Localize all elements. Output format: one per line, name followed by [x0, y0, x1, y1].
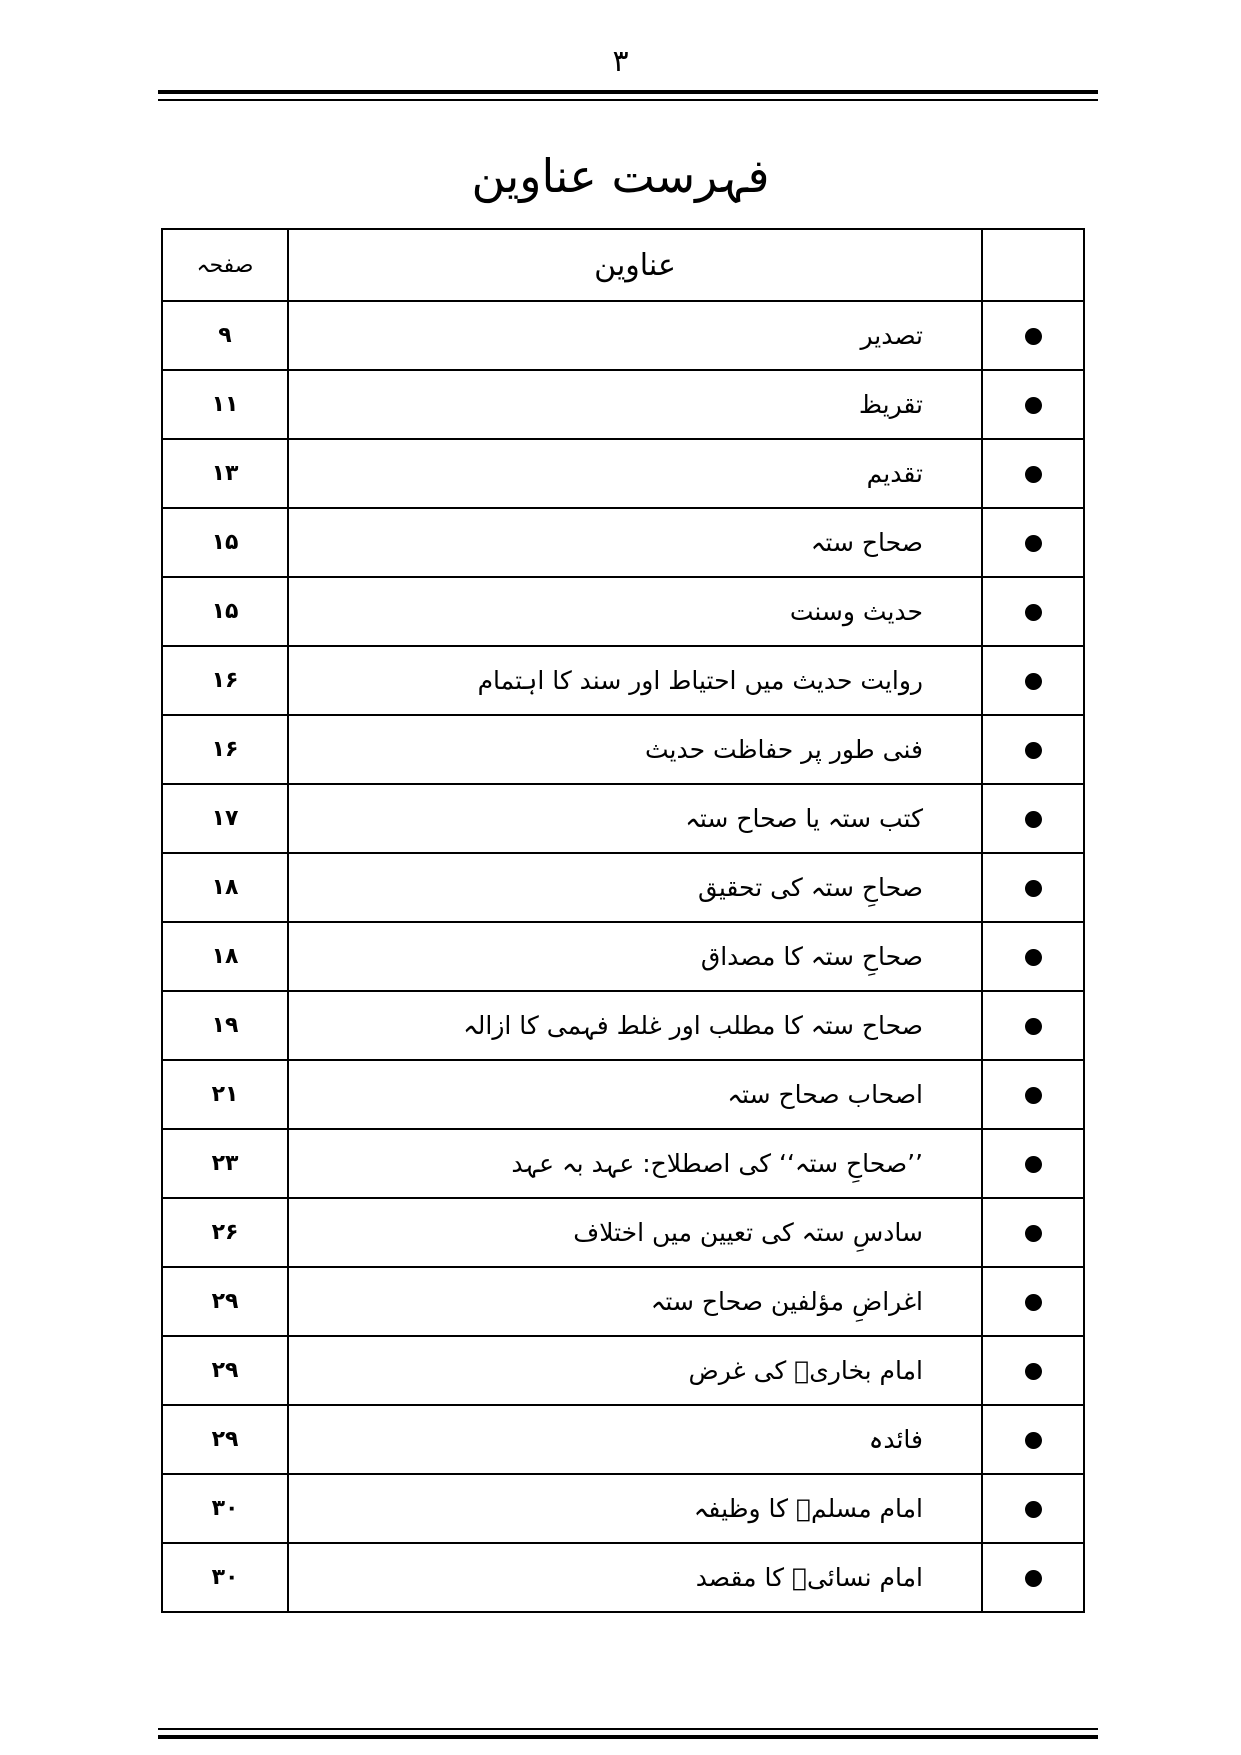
- bullet-cell: [982, 646, 1084, 715]
- entry-page-number: ۹: [162, 301, 288, 370]
- entry-title: اغراضِ مؤلفین صحاح ستہ: [288, 1267, 982, 1336]
- bullet-icon: [1025, 1294, 1042, 1311]
- bullet-icon: [1025, 742, 1042, 759]
- entry-title: حدیث وسنت: [288, 577, 982, 646]
- table-row: [162, 1267, 1084, 1336]
- entry-title: فنی طور پر حفاظت حدیث: [288, 715, 982, 784]
- bullet-cell: [982, 577, 1084, 646]
- bullet-icon: [1025, 1018, 1042, 1035]
- entry-title: صحاح ستہ: [288, 508, 982, 577]
- table-row: [162, 922, 1084, 991]
- entry-page-number: ۱۸: [162, 922, 288, 991]
- bullet-cell: [982, 991, 1084, 1060]
- table-row: [162, 1060, 1084, 1129]
- bottom-rule-thick: [158, 1735, 1098, 1739]
- bullet-cell: [982, 1543, 1084, 1612]
- bullet-icon: [1025, 1087, 1042, 1104]
- entry-page-number: ۲۹: [162, 1267, 288, 1336]
- bullet-icon: [1025, 673, 1042, 690]
- table-row: [162, 1474, 1084, 1543]
- entry-page-number: ۱۵: [162, 508, 288, 577]
- table-row: [162, 1543, 1084, 1612]
- entry-title: فائدہ: [288, 1405, 982, 1474]
- table-row: [162, 577, 1084, 646]
- page-title: فہرست عناوین: [471, 149, 770, 203]
- table-row: [162, 991, 1084, 1060]
- table-row: [162, 439, 1084, 508]
- bullet-cell: [982, 508, 1084, 577]
- bullet-cell: [982, 1267, 1084, 1336]
- bullet-header-cell: [982, 229, 1084, 301]
- entry-page-number: ۱۹: [162, 991, 288, 1060]
- bullet-cell: [982, 1129, 1084, 1198]
- entry-title: امام مسلمؒ کا وظیفہ: [288, 1474, 982, 1543]
- entry-page-number: ۳۰: [162, 1474, 288, 1543]
- bullet-icon: [1025, 1225, 1042, 1242]
- bullet-icon: [1025, 397, 1042, 414]
- bottom-rule-thin: [158, 1728, 1098, 1730]
- bullet-cell: [982, 439, 1084, 508]
- table-row: [162, 1198, 1084, 1267]
- entry-page-number: ۲۱: [162, 1060, 288, 1129]
- entry-page-number: ۲۶: [162, 1198, 288, 1267]
- bullet-cell: [982, 1336, 1084, 1405]
- bullet-icon: [1025, 1363, 1042, 1380]
- bullet-icon: [1025, 466, 1042, 483]
- table-row: [162, 1129, 1084, 1198]
- table-row: [162, 646, 1084, 715]
- entry-title: ’’صحاحِ ستہ‘‘ کی اصطلاح: عہد بہ عہد: [288, 1129, 982, 1198]
- bullet-icon: [1025, 1156, 1042, 1173]
- entry-title: امام نسائیؒ کا مقصد: [288, 1543, 982, 1612]
- entry-title: تقریظ: [288, 370, 982, 439]
- bullet-icon: [1025, 1501, 1042, 1518]
- bullet-icon: [1025, 535, 1042, 552]
- entry-title: تصدیر: [288, 301, 982, 370]
- table-row: [162, 508, 1084, 577]
- entry-title: صحاح ستہ کا مطلب اور غلط فہمی کا ازالہ: [288, 991, 982, 1060]
- table-row: [162, 370, 1084, 439]
- bullet-icon: [1025, 604, 1042, 621]
- table-row: [162, 1336, 1084, 1405]
- bullet-icon: [1025, 328, 1042, 345]
- bullet-cell: [982, 370, 1084, 439]
- bullet-cell: [982, 1198, 1084, 1267]
- entry-page-number: ۱۳: [162, 439, 288, 508]
- bullet-cell: [982, 715, 1084, 784]
- table-row: [162, 853, 1084, 922]
- entry-title: اصحاب صحاح ستہ: [288, 1060, 982, 1129]
- table-row: [162, 1405, 1084, 1474]
- entry-title: کتب ستہ یا صحاح ستہ: [288, 784, 982, 853]
- entry-title: تقدیم: [288, 439, 982, 508]
- entry-page-number: ۱۵: [162, 577, 288, 646]
- table-row: [162, 784, 1084, 853]
- entry-title: سادسِ ستہ کی تعیین میں اختلاف: [288, 1198, 982, 1267]
- bullet-cell: [982, 922, 1084, 991]
- entry-page-number: ۱۱: [162, 370, 288, 439]
- bullet-icon: [1025, 811, 1042, 828]
- table-row: [162, 301, 1084, 370]
- bullet-cell: [982, 301, 1084, 370]
- entry-page-number: ۲۳: [162, 1129, 288, 1198]
- table-row: [162, 715, 1084, 784]
- top-rule-thin: [158, 99, 1098, 101]
- bullet-cell: [982, 1060, 1084, 1129]
- bullet-cell: [982, 1474, 1084, 1543]
- bullet-cell: [982, 853, 1084, 922]
- bullet-cell: [982, 1405, 1084, 1474]
- entry-title: صحاحِ ستہ کا مصداق: [288, 922, 982, 991]
- bullet-cell: [982, 784, 1084, 853]
- entry-title: امام بخاریؒ کی غرض: [288, 1336, 982, 1405]
- entry-page-number: ۳۰: [162, 1543, 288, 1612]
- entry-title: صحاحِ ستہ کی تحقیق: [288, 853, 982, 922]
- table-header-row: [162, 229, 1084, 301]
- page-column-header: صفحہ: [162, 229, 288, 301]
- entry-page-number: ۲۹: [162, 1336, 288, 1405]
- entry-page-number: ۱۶: [162, 646, 288, 715]
- entry-page-number: ۱۶: [162, 715, 288, 784]
- bullet-icon: [1025, 949, 1042, 966]
- bullet-icon: [1025, 880, 1042, 897]
- page-number: ۳: [612, 44, 629, 79]
- entry-title: روایت حدیث میں احتیاط اور سند کا اہتمام: [288, 646, 982, 715]
- contents-table: [161, 228, 1085, 1613]
- entry-page-number: ۱۸: [162, 853, 288, 922]
- title-column-header: عناوین: [288, 229, 982, 301]
- bullet-icon: [1025, 1570, 1042, 1587]
- bullet-icon: [1025, 1432, 1042, 1449]
- contents-table-body: [162, 301, 1084, 1612]
- entry-page-number: ۲۹: [162, 1405, 288, 1474]
- entry-page-number: ۱۷: [162, 784, 288, 853]
- top-rule-thick: [158, 90, 1098, 94]
